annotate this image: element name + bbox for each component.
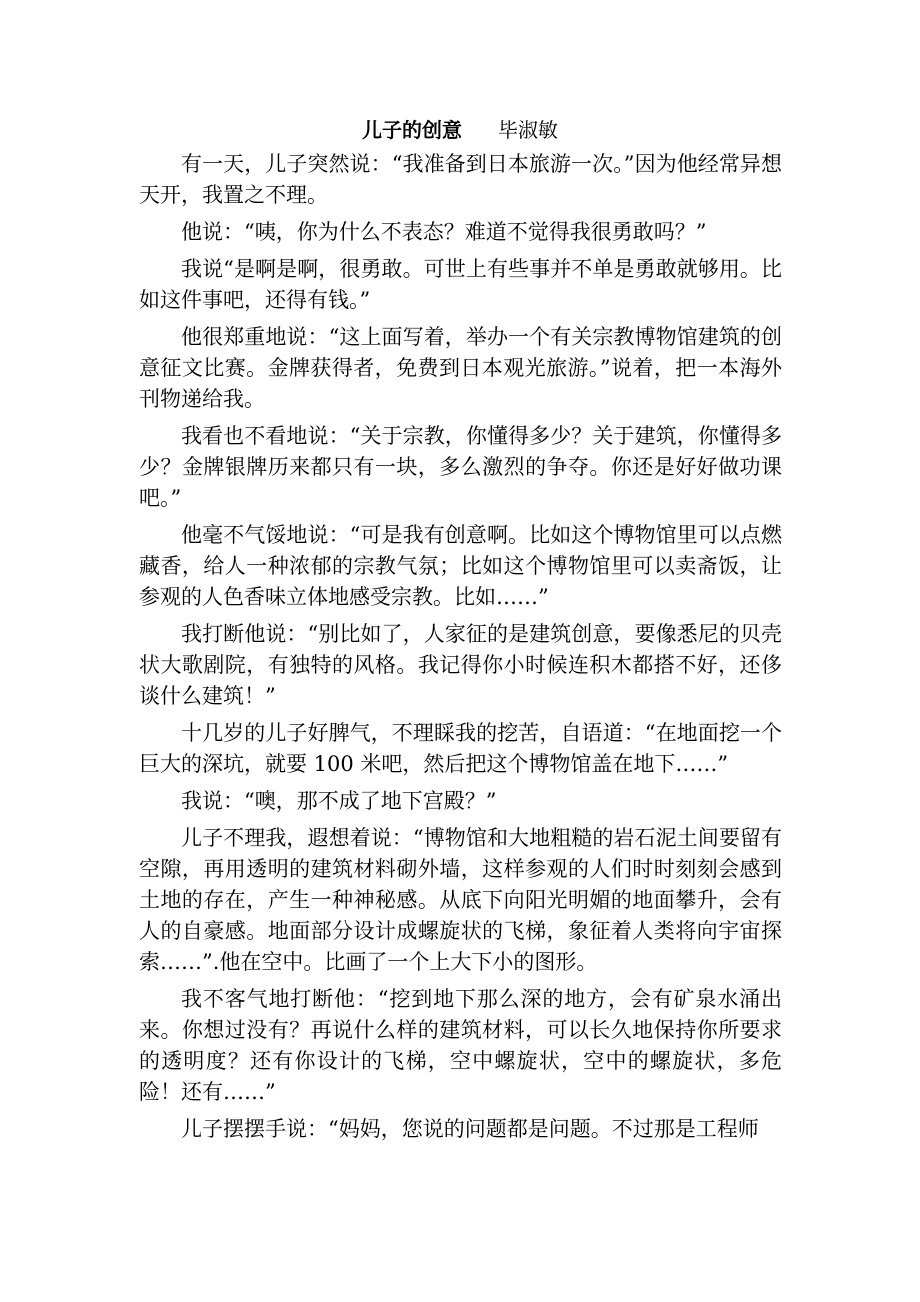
document-author: 毕淑敏	[498, 118, 558, 142]
paragraph: 他毫不气馁地说：“可是我有创意啊。比如这个博物馆里可以点燃藏香，给人一种浓郁的宗教气氛；比如这个博物馆里可以卖斋饭，让参观的人色香味立体地感受宗教。比如……”	[139, 523, 782, 609]
document-title-line	[0, 117, 920, 143]
document-body	[139, 149, 782, 1151]
paragraph: 我看也不看地说：“关于宗教，你懂得多少？关于建筑，你懂得多少？金牌银牌历来都只有一块，多么激烈的争夺。你还是好好做功课吧。”	[139, 424, 782, 510]
document-title: 儿子的创意	[362, 118, 462, 142]
paragraph: 儿子摆摆手说：“妈妈，您说的问题都是问题。不过那是工程师	[181, 1117, 759, 1141]
paragraph: 我打断他说：“别比如了，人家征的是建筑创意，要像悉尼的贝壳状大歌剧院，有独特的风格。我记得你小时候连积木都搭不好，还侈谈什么建筑！”	[139, 622, 782, 708]
paragraph: 我说：“噢，那不成了地下宫殿？”	[181, 789, 497, 813]
paragraph: 十几岁的儿子好脾气，不理睬我的挖苦，自语道：“在地面挖一个巨大的深坑，就要 100 米吧，然后把这个博物馆盖在地下……”	[139, 721, 782, 776]
paragraph: 我说“是啊是啊，很勇敢。可世上有些事并不单是勇敢就够用。比如这件事吧，还得有钱。”	[139, 257, 782, 312]
paragraph: 有一天，儿子突然说：“我准备到日本旅游一次。”因为他经常异想天开，我置之不理。	[139, 152, 782, 207]
paragraph: 他说：“咦，你为什么不表态？难道不觉得我很勇敢吗？”	[181, 220, 707, 244]
paragraph: 儿子不理我，遐想着说：“博物馆和大地粗糙的岩石泥土间要留有空隙，再用透明的建筑材料砌外墙，这样参观的人们时时刻刻会感到土地的存在，产生一种神秘感。从底下向阳光明媚的地面攀升，会有人的自豪感。地面部分设计成螺旋状的飞梯，象征着人类将向宇宙探索……”.他在空中。比画了一个上大下小的图形。	[139, 826, 782, 974]
paragraph: 他很郑重地说：“这上面写着，举办一个有关宗教博物馆建筑的创意征文比赛。金牌获得者，免费到日本观光旅游。”说着，把一本海外刊物递给我。	[139, 325, 782, 411]
paragraph: 我不客气地打断他：“挖到地下那么深的地方，会有矿泉水涌出来。你想过没有？再说什么样的建筑材料，可以长久地保持你所要求的透明度？还有你设计的飞梯，空中螺旋状，空中的螺旋状，多危险！还有……”	[139, 987, 782, 1104]
